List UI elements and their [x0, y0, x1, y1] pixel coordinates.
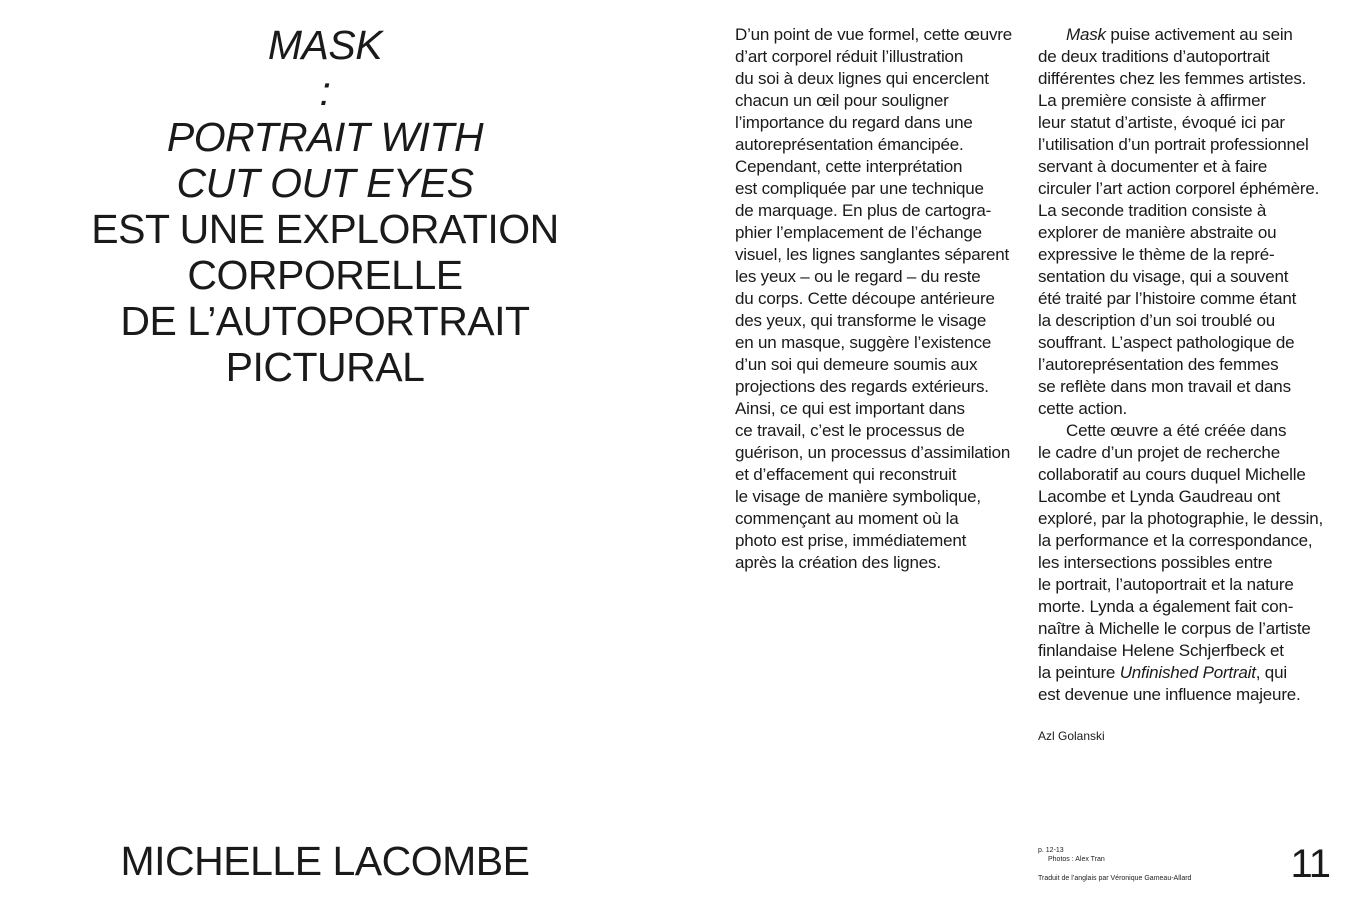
article-title — [60, 22, 590, 390]
column1-line: en un masque, suggère l’existence — [735, 333, 992, 352]
paragraph1-line: souffrant. L’aspect pathologique de — [1038, 333, 1295, 352]
paragraph2-line: la performance et la correspondance, — [1038, 531, 1313, 550]
paragraph2-line: collaboratif au cours duquel Michelle — [1038, 465, 1306, 484]
column1-line: d’un soi qui demeure soumis aux — [735, 355, 978, 374]
column1-line: le visage de manière symbolique, — [735, 487, 981, 506]
text-column-2 — [1038, 24, 1338, 706]
title-line-2: : — [319, 68, 331, 114]
title-line-6: CORPORELLE — [187, 252, 463, 298]
paragraph1-line: différentes chez les femmes artistes. — [1038, 69, 1307, 88]
paragraph2-line: morte. Lynda a également fait con- — [1038, 597, 1294, 616]
column1-line: après la création des lignes. — [735, 553, 941, 572]
title-line-8: PICTURAL — [225, 344, 425, 390]
paragraph-1-lines — [1038, 46, 1338, 420]
credit-photos: Photos : Alex Tran — [1048, 856, 1105, 863]
column1-line: de marquage. En plus de cartogra- — [735, 201, 992, 220]
column1-line: est compliquée par une technique — [735, 179, 984, 198]
paragraph1-line: leur statut d’artiste, évoqué ici par — [1038, 113, 1285, 132]
column2-last-line: est devenue une influence majeure. — [1038, 685, 1301, 704]
column1-line: les yeux – ou le regard – du reste — [735, 267, 981, 286]
first-line-rest: puise activement au sein — [1105, 25, 1293, 44]
title-line-1: MASK — [267, 22, 383, 68]
credit-pages: p. 12-13 — [1038, 847, 1064, 854]
paragraph1-line: l’autoreprésentation des femmes — [1038, 355, 1279, 374]
paragraph1-line: été traité par l’histoire comme étant — [1038, 289, 1297, 308]
italic-line-pre: la peinture — [1038, 663, 1120, 682]
paragraph1-line: La seconde tradition consiste à — [1038, 201, 1267, 220]
work-title-unfinished-portrait: Unfinished Portrait — [1119, 663, 1256, 682]
paragraph2-line: le cadre d’un projet de recherche — [1038, 443, 1280, 462]
column1-line: projections des regards extérieurs. — [735, 377, 989, 396]
paragraph1-line: La première consiste à affirmer — [1038, 91, 1266, 110]
work-title-mask: Mask — [1066, 25, 1106, 44]
paragraph1-line: cette action. — [1038, 399, 1128, 418]
column1-line: ce travail, c’est le processus de — [735, 421, 965, 440]
author-signature: Azl Golanski — [1038, 729, 1105, 743]
column1-line: guérison, un processus d’assimilation — [735, 443, 1011, 462]
title-line-7: DE L’AUTOPORTRAIT — [120, 298, 530, 344]
photo-credits — [1038, 846, 1191, 883]
paragraph1-line: servant à documenter et à faire — [1038, 157, 1268, 176]
artist-name: MICHELLE LACOMBE — [120, 838, 530, 884]
paragraph2-line: les intersections possibles entre — [1038, 553, 1273, 572]
column1-line: visuel, les lignes sanglantes séparent — [735, 245, 1010, 264]
column1-line: l’importance du regard dans une — [735, 113, 973, 132]
title-line-5: EST UNE EXPLORATION — [91, 206, 559, 252]
column1-line: du corps. Cette découpe antérieure — [735, 289, 995, 308]
paragraph2-line: naître à Michelle le corpus de l’artiste — [1038, 619, 1311, 638]
paragraph2-line: le portrait, l’autoportrait et la nature — [1038, 575, 1294, 594]
column1-line: autoreprésentation émancipée. — [735, 135, 964, 154]
paragraph1-line: circuler l’art action corporel éphémère. — [1038, 179, 1320, 198]
paragraph-2-lines — [1038, 420, 1338, 662]
italic-line-post: , qui — [1255, 663, 1287, 682]
column1-line: D’un point de vue formel, cette œuvre — [735, 25, 1013, 44]
paragraph1-line: l’utilisation d’un portrait professionnel — [1038, 135, 1309, 154]
paragraph1-line: la description d’un soi troublé ou — [1038, 311, 1276, 330]
paragraph2-line: exploré, par la photographie, le dessin, — [1038, 509, 1323, 528]
text-column-1 — [735, 24, 1030, 574]
paragraph1-line: sentation du visage, qui a souvent — [1038, 267, 1289, 286]
column1-line: du soi à deux lignes qui encerclent — [735, 69, 989, 88]
page-number: 11 — [1290, 842, 1330, 886]
column1-line: photo est prise, immédiatement — [735, 531, 967, 550]
column2-italic-line — [1038, 662, 1338, 684]
title-line-3: PORTRAIT WITH — [166, 114, 484, 160]
column1-line: commençant au moment où la — [735, 509, 959, 528]
column1-line: Cependant, cette interprétation — [735, 157, 963, 176]
paragraph2-line: finlandaise Helene Schjerfbeck et — [1038, 641, 1284, 660]
paragraph1-line: expressive le thème de la repré- — [1038, 245, 1275, 264]
column1-line: et d’effacement qui reconstruit — [735, 465, 957, 484]
column1-line: chacun un œil pour souligner — [735, 91, 949, 110]
paragraph2-line: Lacombe et Lynda Gaudreau ont — [1038, 487, 1281, 506]
column1-line: des yeux, qui transforme le visage — [735, 311, 987, 330]
column2-first-line — [1038, 24, 1338, 46]
title-line-4: CUT OUT EYES — [176, 160, 474, 206]
paragraph1-line: explorer de manière abstraite ou — [1038, 223, 1277, 242]
column1-line: Ainsi, ce qui est important dans — [735, 399, 965, 418]
column1-line: phier l’emplacement de l’échange — [735, 223, 982, 242]
paragraph1-line: se reflète dans mon travail et dans — [1038, 377, 1291, 396]
credit-translation: Traduit de l’anglais par Véronique Gameau-Allard — [1038, 875, 1192, 882]
paragraph1-line: de deux traditions d’autoportrait — [1038, 47, 1270, 66]
paragraph2-line: Cette œuvre a été créée dans — [1066, 421, 1287, 440]
column1-line: d’art corporel réduit l’illustration — [735, 47, 964, 66]
